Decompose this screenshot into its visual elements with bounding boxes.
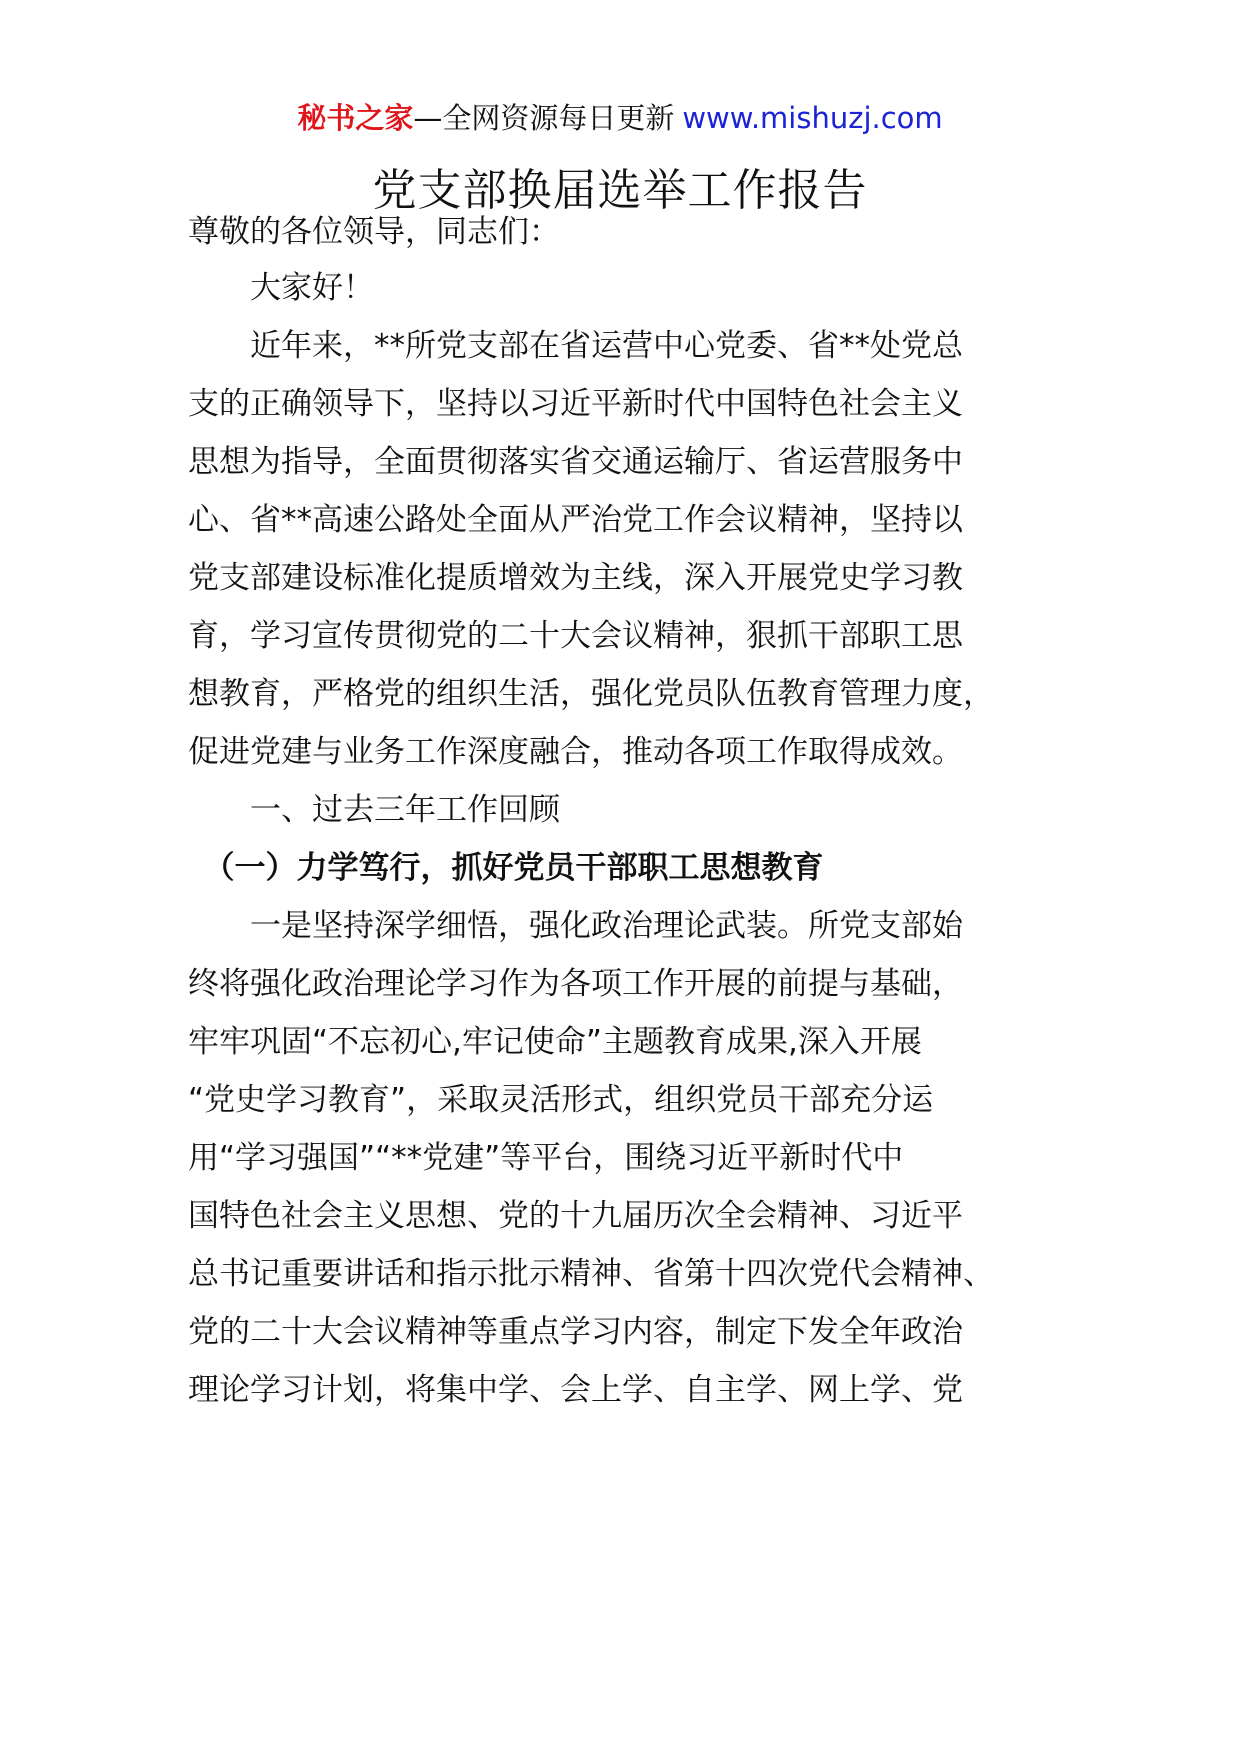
body-line: 党支部建设标准化提质增效为主线，深入开展党史学习教 [188,560,963,596]
section-heading: 一、过去三年工作回顾 [188,792,560,828]
document-title: 党支部换届选举工作报告 [372,165,868,216]
watermark-header [0,98,1240,138]
body-line: 理论学习计划，将集中学、会上学、自主学、网上学、党 [188,1372,963,1408]
site-url: www.mishuzj.com [682,101,943,135]
body-line: 支的正确领导下，坚持以习近平新时代中国特色社会主义 [188,386,963,422]
body-line: “党史学习教育”，采取灵活形式，组织党员干部充分运 [188,1082,934,1118]
body-line: 党的二十大会议精神等重点学习内容，制定下发全年政治 [188,1314,963,1350]
brand-slogan: —全网资源每日更新 [413,101,675,135]
body-line: 心、省**高速公路处全面从严治党工作会议精神，坚持以 [188,502,963,538]
body-line: 国特色社会主义思想、党的十九届历次全会精神、习近平 [188,1198,963,1234]
body-line: 促进党建与业务工作深度融合，推动各项工作取得成效。 [188,734,963,770]
body-line: 思想为指导，全面贯彻落实省交通运输厅、省运营服务中 [188,444,963,480]
brand-name: 秘书之家 [297,101,414,135]
body-line: 牢牢巩固“不忘初心,牢记使命”主题教育成果,深入开展 [188,1024,922,1060]
subsection-heading: （一）力学笃行，抓好党员干部职工思想教育 [188,850,824,886]
body-line: 想教育，严格党的组织生活，强化党员队伍教育管理力度， [188,676,994,712]
body-line: 育，学习宣传贯彻党的二十大会议精神，狠抓干部职工思 [188,618,963,654]
body-line: 一是坚持深学细悟，强化政治理论武装。所党支部始 [188,908,963,944]
body-line: 近年来，**所党支部在省运营中心党委、省**处党总 [188,328,963,364]
greeting: 大家好！ [188,270,374,306]
body-line: 用“学习强国”“**党建”等平台，围绕习近平新时代中 [188,1140,904,1176]
salutation: 尊敬的各位领导，同志们： [188,214,560,250]
body-line: 总书记重要讲话和指示批示精神、省第十四次党代会精神、 [188,1256,994,1292]
body-line: 终将强化政治理论学习作为各项工作开展的前提与基础， [188,966,963,1002]
